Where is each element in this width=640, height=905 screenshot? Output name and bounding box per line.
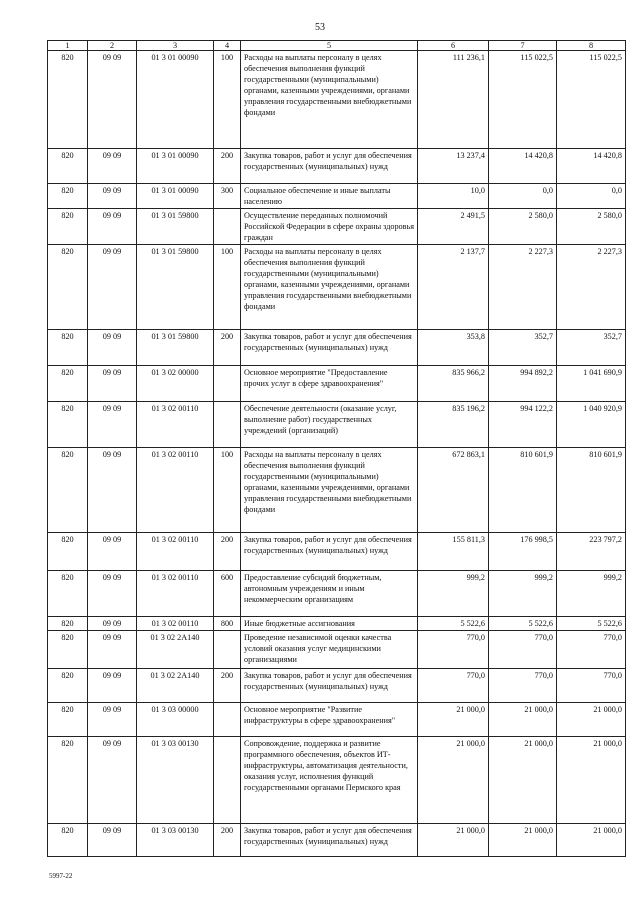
table-row bbox=[48, 703, 626, 737]
cell-col-8: 21 000,0 bbox=[557, 737, 626, 824]
cell-col-5: Основное мероприятие "Развитие инфраструктуры в сфере здравоохранения" bbox=[241, 703, 418, 737]
cell-col-8: 115 022,5 bbox=[557, 51, 626, 149]
cell-col-7: 994 892,2 bbox=[489, 366, 557, 402]
cell-col-8: 14 420,8 bbox=[557, 149, 626, 184]
cell-col-3: 01 3 03 00000 bbox=[137, 703, 214, 737]
cell-col-4 bbox=[214, 402, 241, 448]
cell-col-8: 999,2 bbox=[557, 571, 626, 617]
cell-col-1: 820 bbox=[48, 366, 88, 402]
cell-col-4 bbox=[214, 737, 241, 824]
cell-col-1: 820 bbox=[48, 533, 88, 571]
cell-col-6: 672 863,1 bbox=[418, 448, 489, 533]
table-row bbox=[48, 617, 626, 631]
cell-col-5: Расходы на выплаты персоналу в целях обеспечения выполнения функций государственными (муниципальными) органами, казенными учреждениями, органами управления государственными внебюджетными фондами bbox=[241, 51, 418, 149]
table-row bbox=[48, 402, 626, 448]
cell-col-2: 09 09 bbox=[88, 184, 137, 209]
cell-col-8: 21 000,0 bbox=[557, 703, 626, 737]
col-header-8: 8 bbox=[557, 41, 626, 51]
cell-col-3: 01 3 02 2А140 bbox=[137, 669, 214, 703]
cell-col-4: 200 bbox=[214, 669, 241, 703]
cell-col-2: 09 09 bbox=[88, 366, 137, 402]
cell-col-3: 01 3 01 00090 bbox=[137, 51, 214, 149]
cell-col-8: 21 000,0 bbox=[557, 824, 626, 857]
cell-col-7: 21 000,0 bbox=[489, 703, 557, 737]
cell-col-4 bbox=[214, 631, 241, 669]
cell-col-5: Проведение независимой оценки качества условий оказания услуг медицинскими организациями bbox=[241, 631, 418, 669]
cell-col-6: 2 137,7 bbox=[418, 245, 489, 330]
cell-col-5: Основное мероприятие "Предоставление прочих услуг в сфере здравоохранения" bbox=[241, 366, 418, 402]
cell-col-4: 200 bbox=[214, 330, 241, 366]
cell-col-7: 21 000,0 bbox=[489, 737, 557, 824]
table-row bbox=[48, 209, 626, 245]
cell-col-1: 820 bbox=[48, 149, 88, 184]
cell-col-4 bbox=[214, 209, 241, 245]
cell-col-8: 352,7 bbox=[557, 330, 626, 366]
col-header-3: 3 bbox=[137, 41, 214, 51]
cell-col-7: 770,0 bbox=[489, 631, 557, 669]
cell-col-6: 21 000,0 bbox=[418, 824, 489, 857]
cell-col-5: Социальное обеспечение и иные выплаты населению bbox=[241, 184, 418, 209]
cell-col-3: 01 3 01 59800 bbox=[137, 330, 214, 366]
cell-col-7: 0,0 bbox=[489, 184, 557, 209]
cell-col-1: 820 bbox=[48, 571, 88, 617]
cell-col-6: 5 522,6 bbox=[418, 617, 489, 631]
cell-col-3: 01 3 01 59800 bbox=[137, 245, 214, 330]
cell-col-2: 09 09 bbox=[88, 824, 137, 857]
cell-col-6: 835 966,2 bbox=[418, 366, 489, 402]
cell-col-3: 01 3 03 00130 bbox=[137, 737, 214, 824]
cell-col-6: 770,0 bbox=[418, 631, 489, 669]
col-header-1: 1 bbox=[48, 41, 88, 51]
cell-col-5: Обеспечение деятельности (оказание услуг, выполнение работ) государственных учреждений (организаций) bbox=[241, 402, 418, 448]
cell-col-8: 810 601,9 bbox=[557, 448, 626, 533]
table-row bbox=[48, 330, 626, 366]
cell-col-4: 200 bbox=[214, 824, 241, 857]
cell-col-4 bbox=[214, 703, 241, 737]
table-row bbox=[48, 448, 626, 533]
cell-col-2: 09 09 bbox=[88, 571, 137, 617]
cell-col-3: 01 3 01 00090 bbox=[137, 149, 214, 184]
cell-col-1: 820 bbox=[48, 737, 88, 824]
cell-col-5: Расходы на выплаты персоналу в целях обеспечения выполнения функций государственными (муниципальными) органами, казенными учреждениями, органами управления государственными внебюджетными фондами bbox=[241, 245, 418, 330]
cell-col-7: 770,0 bbox=[489, 669, 557, 703]
table-row bbox=[48, 533, 626, 571]
cell-col-8: 1 040 920,9 bbox=[557, 402, 626, 448]
cell-col-6: 835 196,2 bbox=[418, 402, 489, 448]
cell-col-3: 01 3 01 00090 bbox=[137, 184, 214, 209]
cell-col-1: 820 bbox=[48, 617, 88, 631]
cell-col-1: 820 bbox=[48, 824, 88, 857]
cell-col-2: 09 09 bbox=[88, 51, 137, 149]
cell-col-3: 01 3 02 00110 bbox=[137, 448, 214, 533]
cell-col-5: Закупка товаров, работ и услуг для обеспечения государственных (муниципальных) нужд bbox=[241, 149, 418, 184]
cell-col-2: 09 09 bbox=[88, 448, 137, 533]
budget-table bbox=[47, 40, 626, 857]
cell-col-1: 820 bbox=[48, 669, 88, 703]
col-header-6: 6 bbox=[418, 41, 489, 51]
cell-col-2: 09 09 bbox=[88, 245, 137, 330]
header-row bbox=[48, 41, 626, 51]
cell-col-8: 2 227,3 bbox=[557, 245, 626, 330]
cell-col-3: 01 3 03 00130 bbox=[137, 824, 214, 857]
cell-col-1: 820 bbox=[48, 448, 88, 533]
cell-col-3: 01 3 02 00110 bbox=[137, 617, 214, 631]
cell-col-5: Расходы на выплаты персоналу в целях обеспечения выполнения функций государственными (муниципальными) органами, казенными учреждениями, органами управления государственными внебюджетными фондами bbox=[241, 448, 418, 533]
cell-col-6: 111 236,1 bbox=[418, 51, 489, 149]
cell-col-8: 5 522,6 bbox=[557, 617, 626, 631]
cell-col-3: 01 3 02 00110 bbox=[137, 533, 214, 571]
cell-col-6: 353,8 bbox=[418, 330, 489, 366]
cell-col-2: 09 09 bbox=[88, 617, 137, 631]
table-row bbox=[48, 366, 626, 402]
table-row bbox=[48, 669, 626, 703]
cell-col-4: 200 bbox=[214, 533, 241, 571]
cell-col-8: 223 797,2 bbox=[557, 533, 626, 571]
cell-col-6: 21 000,0 bbox=[418, 737, 489, 824]
cell-col-5: Предоставление субсидий бюджетным, автономным учреждениям и иным некоммерческим организациям bbox=[241, 571, 418, 617]
cell-col-5: Закупка товаров, работ и услуг для обеспечения государственных (муниципальных) нужд bbox=[241, 533, 418, 571]
cell-col-7: 115 022,5 bbox=[489, 51, 557, 149]
cell-col-2: 09 09 bbox=[88, 669, 137, 703]
cell-col-8: 770,0 bbox=[557, 669, 626, 703]
cell-col-1: 820 bbox=[48, 51, 88, 149]
cell-col-1: 820 bbox=[48, 703, 88, 737]
cell-col-6: 2 491,5 bbox=[418, 209, 489, 245]
cell-col-2: 09 09 bbox=[88, 737, 137, 824]
cell-col-6: 10,0 bbox=[418, 184, 489, 209]
cell-col-2: 09 09 bbox=[88, 631, 137, 669]
page-number: 53 bbox=[315, 22, 325, 33]
cell-col-5: Иные бюджетные ассигнования bbox=[241, 617, 418, 631]
cell-col-4: 100 bbox=[214, 245, 241, 330]
cell-col-4: 200 bbox=[214, 149, 241, 184]
cell-col-5: Закупка товаров, работ и услуг для обеспечения государственных (муниципальных) нужд bbox=[241, 824, 418, 857]
table-row bbox=[48, 824, 626, 857]
cell-col-4 bbox=[214, 366, 241, 402]
cell-col-7: 14 420,8 bbox=[489, 149, 557, 184]
cell-col-6: 13 237,4 bbox=[418, 149, 489, 184]
cell-col-7: 176 998,5 bbox=[489, 533, 557, 571]
cell-col-7: 2 580,0 bbox=[489, 209, 557, 245]
cell-col-6: 770,0 bbox=[418, 669, 489, 703]
cell-col-4: 600 bbox=[214, 571, 241, 617]
col-header-7: 7 bbox=[489, 41, 557, 51]
cell-col-3: 01 3 02 00000 bbox=[137, 366, 214, 402]
cell-col-6: 999,2 bbox=[418, 571, 489, 617]
cell-col-7: 21 000,0 bbox=[489, 824, 557, 857]
cell-col-6: 21 000,0 bbox=[418, 703, 489, 737]
cell-col-4: 800 bbox=[214, 617, 241, 631]
cell-col-4: 300 bbox=[214, 184, 241, 209]
cell-col-2: 09 09 bbox=[88, 402, 137, 448]
cell-col-1: 820 bbox=[48, 330, 88, 366]
cell-col-4: 100 bbox=[214, 448, 241, 533]
cell-col-5: Осуществление переданных полномочий Российской Федерации в сфере охраны здоровья граждан bbox=[241, 209, 418, 245]
cell-col-1: 820 bbox=[48, 402, 88, 448]
cell-col-5: Сопровождение, поддержка и развитие программного обеспечения, объектов ИТ-инфраструктуры, автоматизация деятельности, оказания услуг, исполнения функций государственными органами Пермского края bbox=[241, 737, 418, 824]
table-row bbox=[48, 149, 626, 184]
cell-col-7: 5 522,6 bbox=[489, 617, 557, 631]
cell-col-3: 01 3 01 59800 bbox=[137, 209, 214, 245]
cell-col-3: 01 3 02 00110 bbox=[137, 571, 214, 617]
cell-col-5: Закупка товаров, работ и услуг для обеспечения государственных (муниципальных) нужд bbox=[241, 669, 418, 703]
col-header-4: 4 bbox=[214, 41, 241, 51]
cell-col-2: 09 09 bbox=[88, 149, 137, 184]
table-row bbox=[48, 737, 626, 824]
cell-col-8: 2 580,0 bbox=[557, 209, 626, 245]
table-row bbox=[48, 631, 626, 669]
cell-col-8: 770,0 bbox=[557, 631, 626, 669]
table-row bbox=[48, 571, 626, 617]
table-row bbox=[48, 51, 626, 149]
table-row bbox=[48, 245, 626, 330]
cell-col-3: 01 3 02 2А140 bbox=[137, 631, 214, 669]
cell-col-2: 09 09 bbox=[88, 533, 137, 571]
cell-col-7: 999,2 bbox=[489, 571, 557, 617]
cell-col-4: 100 bbox=[214, 51, 241, 149]
cell-col-1: 820 bbox=[48, 209, 88, 245]
cell-col-7: 994 122,2 bbox=[489, 402, 557, 448]
cell-col-2: 09 09 bbox=[88, 209, 137, 245]
cell-col-6: 155 811,3 bbox=[418, 533, 489, 571]
cell-col-1: 820 bbox=[48, 184, 88, 209]
cell-col-7: 352,7 bbox=[489, 330, 557, 366]
cell-col-7: 2 227,3 bbox=[489, 245, 557, 330]
cell-col-1: 820 bbox=[48, 245, 88, 330]
cell-col-2: 09 09 bbox=[88, 330, 137, 366]
footer-code: 5997-22 bbox=[49, 872, 73, 880]
cell-col-3: 01 3 02 00110 bbox=[137, 402, 214, 448]
cell-col-5: Закупка товаров, работ и услуг для обеспечения государственных (муниципальных) нужд bbox=[241, 330, 418, 366]
cell-col-7: 810 601,9 bbox=[489, 448, 557, 533]
table-body bbox=[48, 51, 626, 857]
cell-col-8: 0,0 bbox=[557, 184, 626, 209]
cell-col-8: 1 041 690,9 bbox=[557, 366, 626, 402]
table-row bbox=[48, 184, 626, 209]
cell-col-1: 820 bbox=[48, 631, 88, 669]
cell-col-2: 09 09 bbox=[88, 703, 137, 737]
col-header-5: 5 bbox=[241, 41, 418, 51]
col-header-2: 2 bbox=[88, 41, 137, 51]
